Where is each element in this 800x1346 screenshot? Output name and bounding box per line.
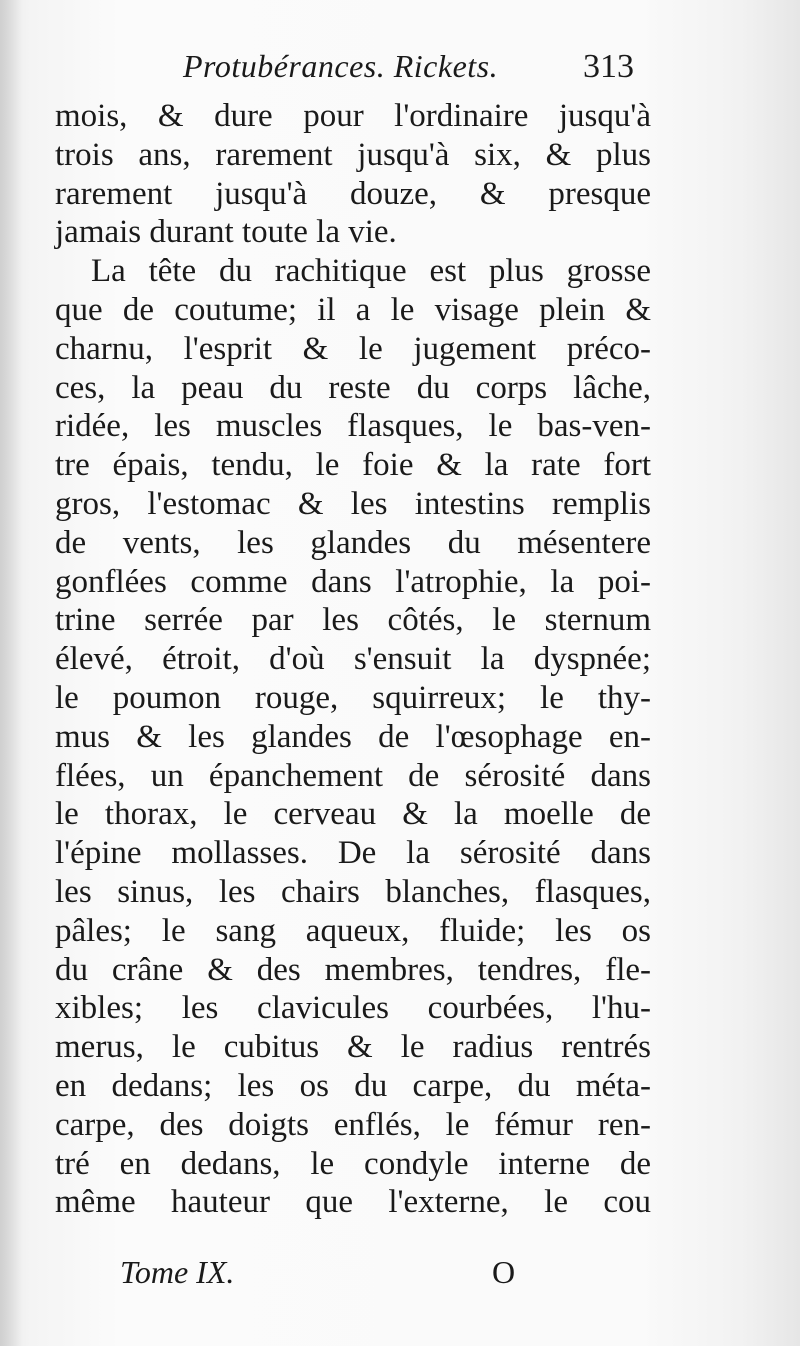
text-line: pâles; le sang aqueux, fluide; les os	[55, 912, 651, 949]
body-text	[55, 97, 651, 1222]
text-line: xibles; les clavicules courbées, l'hu-	[55, 990, 651, 1027]
text-line: tré en dedans, le condyle interne de	[55, 1145, 651, 1182]
text-line: gros, l'estomac & les intestins remplis	[55, 485, 651, 522]
text-line: gonflées comme dans l'atrophie, la poi-	[55, 563, 651, 600]
page-number: 313	[583, 48, 634, 85]
running-head: Protubérances. Rickets.	[183, 48, 499, 84]
gutter-shadow	[0, 0, 22, 1346]
text-line: les sinus, les chairs blanches, flasques,	[55, 873, 651, 910]
text-line: rarement jusqu'à douze, & presque	[55, 175, 651, 212]
volume-label: Tome IX.	[120, 1254, 235, 1290]
text-line: en dedans; les os du carpe, du méta-	[55, 1067, 651, 1104]
text-line: ces, la peau du reste du corps lâche,	[55, 369, 651, 406]
text-line: jamais durant toute la vie.	[55, 214, 397, 251]
text-line: du crâne & des membres, tendres, fle-	[55, 951, 651, 988]
text-line: trine serrée par les côtés, le sternum	[55, 602, 651, 639]
text-line: mus & les glandes de l'œsophage en-	[55, 718, 651, 755]
text-line: le thorax, le cerveau & la moelle de	[55, 796, 651, 833]
text-line: merus, le cubitus & le radius rentrés	[55, 1029, 651, 1066]
text-line: de vents, les glandes du mésentere	[55, 524, 651, 561]
text-line: même hauteur que l'externe, le cou	[55, 1184, 651, 1221]
signature-mark: O	[492, 1254, 516, 1290]
text-line: tre épais, tendu, le foie & la rate fort	[55, 447, 651, 484]
text-line: La tête du rachitique est plus grosse	[91, 253, 651, 290]
text-line: flées, un épanchement de sérosité dans	[55, 757, 651, 794]
page-header	[0, 48, 800, 98]
page-footer	[0, 1254, 800, 1294]
text-line: mois, & dure pour l'ordinaire jusqu'à	[55, 98, 651, 134]
text-line: élevé, étroit, d'où s'ensuit la dyspnée;	[55, 641, 651, 678]
text-line: trois ans, rarement jusqu'à six, & plus	[55, 136, 651, 173]
text-line: que de coutume; il a le visage plein &	[55, 291, 651, 328]
text-line: charnu, l'esprit & le jugement préco-	[55, 330, 651, 367]
text-line: le poumon rouge, squirreux; le thy-	[55, 679, 651, 716]
text-line: ridée, les muscles flasques, le bas-ven-	[55, 408, 651, 445]
text-line: l'épine mollasses. De la sérosité dans	[55, 835, 651, 872]
text-line: carpe, des doigts enflés, le fémur ren-	[55, 1106, 651, 1143]
